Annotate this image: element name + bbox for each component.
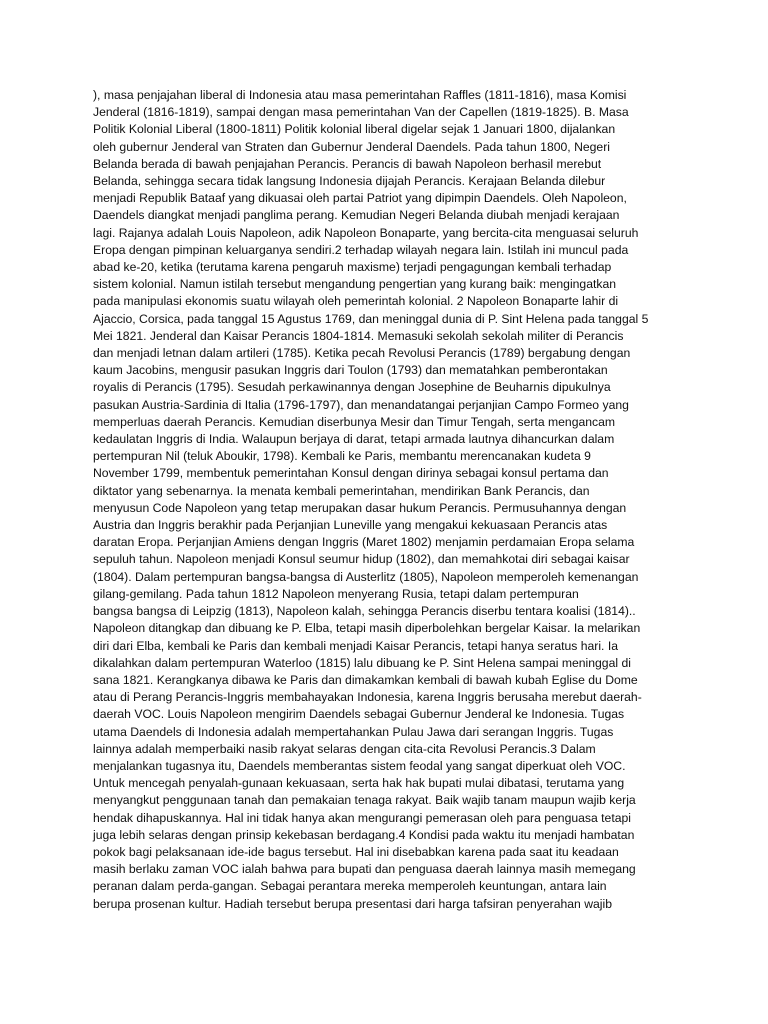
text-line: kedaulatan Inggris di India. Walaupun berjaya di darat, tetapi armada lautnya dihancurkan dalam xyxy=(93,432,615,447)
text-line: (1804). Dalam pertempuran bangsa-bangsa di Austerlitz (1805), Napoleon memperoleh kemenangan xyxy=(93,569,639,584)
text-line: pasukan Austria-Sardinia di Italia (1796-1797), dan menandatangai perjanjian Campo Formeo yang xyxy=(93,397,629,412)
text-line: royalis di Perancis (1795). Sesudah perkawinannya dengan Josephine de Beuharnis dipukulnya xyxy=(93,380,611,395)
text-line: Jenderal (1816-1819), sampai dengan masa pemerintahan Van der Capellen (1819-1825). B. Masa xyxy=(93,105,629,120)
text-line: menyusun Code Napoleon yang tetap merupakan dasar hukum Perancis. Permusuhannya dengan xyxy=(93,500,627,515)
text-line: lagi. Rajanya adalah Louis Napoleon, adik Napoleon Bonaparte, yang bercita-cita menguasai seluruh xyxy=(93,225,639,240)
text-line: Mei 1821. Jenderal dan Kaisar Perancis 1804-1814. Memasuki sekolah sekolah militer di Perancis xyxy=(93,328,624,343)
text-line: berupa prosenan kultur. Hadiah tersebut berupa presentasi dari harga tafsiran penyerahan wajib xyxy=(93,896,612,911)
text-line: Daendels diangkat menjadi panglima perang. Kemudian Negeri Belanda diubah menjadi kerajaan xyxy=(93,208,620,223)
text-line: sana 1821. Kerangkanya dibawa ke Paris dan dimakamkan kembali di bawah kubah Eglise du Dome xyxy=(93,672,638,687)
text-line: Eropa dengan pimpinan keluarganya sendiri.2 terhadap wilayah negara lain. Istilah ini muncul pada xyxy=(93,242,629,257)
text-line: Belanda, sehingga secara tidak langsung Indonesia dijajah Perancis. Kerajaan Belanda dilebur xyxy=(93,174,606,189)
text-line: daratan Eropa. Perjanjian Amiens dengan Inggris (Maret 1802) menjamin perdamaian Eropa selama xyxy=(93,535,635,550)
text-line: memperluas daerah Perancis. Kemudian diserbunya Mesir dan Timur Tengah, serta mengancam xyxy=(93,414,616,429)
body-text xyxy=(93,87,708,913)
text-line: masih berlaku zaman VOC ialah bahwa para bupati dan penguasa daerah lainnya masih memegang xyxy=(93,862,636,877)
text-line: utama Daendels di Indonesia adalah mempertahankan Pulau Jawa dari serangan Inggris. Tugas xyxy=(93,724,614,739)
text-line: menjalankan tugasnya itu, Daendels memberantas sistem feodal yang sangat diperkuat oleh VOC. xyxy=(93,758,626,773)
text-line: dikalahkan dalam pertempuran Waterloo (1815) lalu dibuang ke P. Sint Helena sampai meninggal di xyxy=(93,655,631,670)
text-line: Belanda berada di bawah penjajahan Perancis. Perancis di bawah Napoleon berhasil merebut xyxy=(93,156,602,171)
text-line: bangsa bangsa di Leipzig (1813), Napoleon kalah, sehingga Perancis diserbu tentara koalisi (1814).. xyxy=(93,604,636,619)
text-line: lainnya adalah memperbaiki nasib rakyat selaras dengan cita-cita Revolusi Perancis.3 Dalam xyxy=(93,741,596,756)
text-line: Ajaccio, Corsica, pada tanggal 15 Agustus 1769, dan meninggal dunia di P. Sint Helena pada tanggal 5 xyxy=(93,311,649,326)
text-line: peranan dalam perda-gangan. Sebagai perantara mereka memperoleh keuntungan, antara lain xyxy=(93,879,607,894)
text-line: November 1799, membentuk pemerintahan Konsul dengan dirinya sebagai konsul pertama dan xyxy=(93,466,609,481)
text-line: pertempuran Nil (teluk Aboukir, 1798). Kembali ke Paris, membantu merencanakan kudeta 9 xyxy=(93,449,591,464)
text-line: Untuk mencegah penyalah-gunaan kekuasaan, serta hak hak bupati mulai dibatasi, terutama yang xyxy=(93,776,625,791)
text-line: gilang-gemilang. Pada tahun 1812 Napoleon menyerang Rusia, tetapi dalam pertempuran xyxy=(93,586,579,601)
text-line: pokok bagi pelaksanaan ide-ide bagus tersebut. Hal ini disebabkan karena pada saat itu keadaan xyxy=(93,844,619,859)
text-line: juga lebih selaras dengan prinsip kekebasan berdagang.4 Kondisi pada waktu itu menjadi hambatan xyxy=(93,827,635,842)
text-line: atau di Perang Perancis-Inggris membahayakan Indonesia, karena Inggris berusaha merebut daerah- xyxy=(93,690,642,705)
text-line: oleh gubernur Jenderal van Straten dan Gubernur Jenderal Daendels. Pada tahun 1800, Negeri xyxy=(93,139,610,154)
text-line: sepuluh tahun. Napoleon menjadi Konsul seumur hidup (1802), dan memahkotai diri sebagai kaisar xyxy=(93,552,630,567)
text-line: Napoleon ditangkap dan dibuang ke P. Elba, tetapi masih diperbolehkan bergelar Kaisar. Ia melarikan xyxy=(93,621,641,636)
text-line: pada manipulasi ekonomis suatu wilayah oleh pemerintah kolonial. 2 Napoleon Bonaparte lahir di xyxy=(93,294,619,309)
text-line: Politik Kolonial Liberal (1800-1811) Politik kolonial liberal digelar sejak 1 Januari 1800, dijalankan xyxy=(93,122,616,137)
text-line: kaum Jacobins, mengusir pasukan Inggris dari Toulon (1793) dan mematahkan pemberontakan xyxy=(93,363,608,378)
text-line: abad ke-20, ketika (terutama karena pengaruh maxisme) terjadi pengagungan kembali terhadap xyxy=(93,260,612,275)
text-line: dan menjadi letnan dalam artileri (1785). Ketika pecah Revolusi Perancis (1789) bergabung dengan xyxy=(93,346,631,361)
text-line: hendak dihapuskannya. Hal ini tidak hanya akan mengurangi pemerasan oleh para penguasa tetapi xyxy=(93,810,631,825)
text-line: menjadi Republik Bataaf yang dikuasai oleh partai Patriot yang dipimpin Daendels. Oleh Napoleon, xyxy=(93,191,627,206)
text-line: daerah VOC. Louis Napoleon mengirim Daendels sebagai Gubernur Jenderal ke Indonesia. Tugas xyxy=(93,707,625,722)
text-line: Austria dan Inggris berakhir pada Perjanjian Luneville yang mengakui kekuasaan Perancis atas xyxy=(93,518,608,533)
text-line: menyangkut penggunaan tanah dan pemakaian tenaga rakyat. Baik wajib tanam maupun wajib kerja xyxy=(93,793,636,808)
text-line: diktator yang sebenarnya. Ia menata kembali pemerintahan, mendirikan Bank Perancis, dan xyxy=(93,483,590,498)
text-line: sistem kolonial. Namun istilah tersebut mengandung pengertian yang kurang baik: mengingatkan xyxy=(93,277,617,292)
text-line: ), masa penjajahan liberal di Indonesia atau masa pemerintahan Raffles (1811-1816), masa Komisi xyxy=(93,88,627,102)
text-line: diri dari Elba, kembali ke Paris dan kembali menjadi Kaisar Perancis, tetapi hanya seratus hari. Ia xyxy=(93,638,618,653)
